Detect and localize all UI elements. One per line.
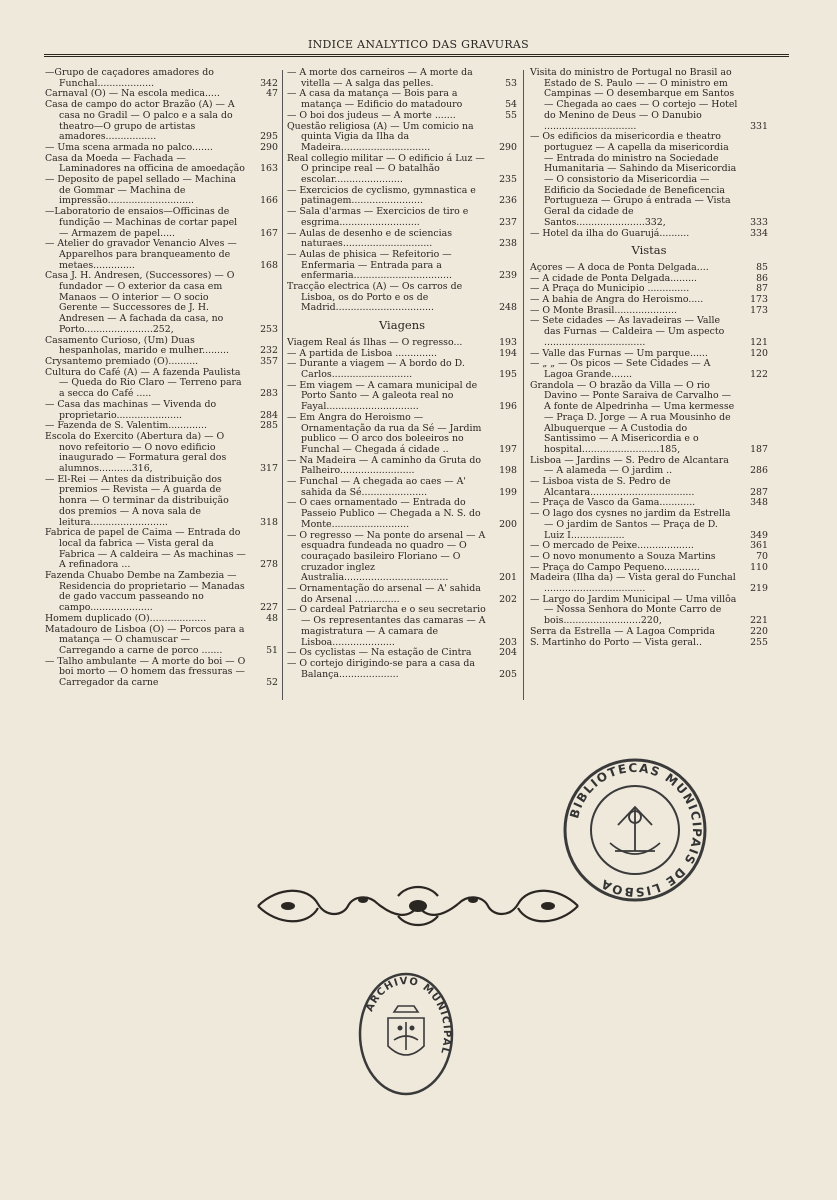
index-entry-text: Crysantemo premiado (O)..........	[45, 355, 199, 367]
index-entry-page: 348	[750, 497, 768, 509]
index-entry-text: Real collegio militar — O edificio á Luz — O principe real — O batalhão escolar.......................	[287, 152, 485, 186]
index-entry	[287, 207, 517, 228]
index-entry-text: Casa da Moeda — Fachada — Laminadores na officina de amoedação	[45, 152, 245, 175]
index-entry-text: — Os edificios da misericordia e theatro portuguez — A capella da misericordia — Entrada do ministro na Sociedade Humanitaria — Sahindo da Misericordia — O consistorio da Misericordia — Edificio da Sociedade de Beneficencia Portugueza — Grupo á entrada — Vista Geral da cidade de Santos.......................332,	[530, 131, 737, 228]
index-entry-text: — Talho ambulante — A morte do boi — O boi morto — O homem das fressuras — Carregador da carne	[45, 655, 246, 689]
index-entry-text: — A partida de Lisboa ..............	[287, 347, 438, 359]
index-entry	[287, 229, 517, 250]
index-entry	[45, 368, 278, 400]
index-entry-page: 334	[750, 227, 768, 239]
index-entry-page: 283	[260, 388, 278, 400]
index-entry	[530, 316, 768, 348]
index-entry-page: 87	[756, 283, 768, 295]
index-entry-page: 202	[499, 593, 517, 605]
index-entry	[530, 509, 768, 541]
index-entry-page: 342	[260, 77, 278, 89]
index-entry-text: — A casa da matança — Bois para a matança — Edificio do matadouro	[287, 88, 463, 111]
index-entry-page: 54	[505, 99, 517, 111]
index-entry-page: 173	[750, 294, 768, 306]
section-title: Vistas	[631, 243, 667, 258]
index-entry	[530, 229, 768, 240]
index-entry-page: 200	[499, 518, 517, 530]
index-entry-text: Homem duplicado (O)...................	[45, 612, 207, 624]
index-entry	[45, 528, 278, 571]
index-entry	[287, 250, 517, 282]
index-entry	[530, 638, 768, 649]
index-column-1	[45, 68, 278, 689]
index-entry-page: 86	[756, 272, 768, 284]
index-entry-text: —Laboratorio de ensaios—Officinas de fundição — Machinas de cortar papel — Armazem de papel.....	[45, 206, 238, 239]
index-entry	[45, 571, 278, 614]
index-entry-page: 318	[260, 516, 278, 528]
index-entry-text: — Durante a viagem — A bordo do D. Carlos...........................	[287, 358, 465, 380]
index-entry-text: Carnaval (O) — Na escola medica.....	[45, 88, 220, 100]
index-entry-text: — Deposito de papel sellado — Machina de Gommar — Machina de impressão.............................	[45, 174, 236, 207]
index-entry-page: 285	[260, 420, 278, 432]
index-entry-page: 349	[750, 529, 768, 541]
index-entry-text: S. Martinho do Porto — Vista geral..	[530, 636, 702, 648]
index-entry-page: 193	[499, 336, 517, 348]
index-entry	[287, 359, 517, 380]
index-entry-page: 317	[260, 463, 278, 475]
index-entry	[287, 68, 517, 89]
index-entry	[287, 605, 517, 648]
decorative-ornament	[248, 876, 588, 936]
index-entry-page: 287	[750, 486, 768, 498]
index-entry	[287, 282, 517, 314]
index-entry-page: 255	[750, 636, 768, 648]
index-entry-page: 290	[260, 141, 278, 153]
index-entry	[287, 186, 517, 207]
header-rule-double	[44, 56, 789, 57]
index-entry-text: — O mercado de Peixe...................	[530, 540, 694, 552]
index-entry-page: 110	[750, 561, 768, 573]
index-entry	[287, 381, 517, 413]
index-entry-text: — Exercicios de cyclismo, gymnastica e patinagem........................	[287, 184, 476, 207]
index-entry-page: 237	[499, 216, 517, 228]
index-entry	[45, 625, 278, 657]
index-entry-page: 227	[260, 602, 278, 614]
index-entry-page: 85	[756, 261, 768, 273]
index-entry	[45, 100, 278, 143]
index-entry-page: 221	[750, 615, 768, 627]
index-entry-text: — A bahia de Angra do Heroismo.....	[530, 294, 704, 306]
index-entry-page: 52	[266, 677, 278, 689]
index-entry-text: Escola do Exercito (Abertura da) — O novo refeitorio — O novo edificio inaugurado — Formatura geral dos alumnos...........316,	[45, 430, 227, 475]
index-entry-text: — O Monte Brasil.....................	[530, 304, 677, 316]
index-entry	[287, 659, 517, 680]
page-header: INDICE ANALYTICO DAS GRAVURAS	[307, 38, 529, 51]
index-entry	[45, 336, 278, 357]
index-entry	[287, 477, 517, 498]
index-entry	[45, 68, 278, 89]
index-entry-text: Cultura do Café (A) — A fazenda Paulista — Queda do Rio Claro — Terreno para a secca do Café .....	[45, 366, 242, 400]
index-entry	[530, 132, 768, 228]
index-entry-page: 122	[750, 368, 768, 380]
section-title: Viagens	[378, 318, 426, 333]
index-entry-page: 278	[260, 559, 278, 571]
index-entry	[45, 271, 278, 335]
index-entry-text: Fazenda Chuabo Dembe na Zambezia — Residencia do proprietario — Manadas de gado vaccum passeando no campo.....................	[45, 570, 245, 614]
index-entry-page: 290	[499, 141, 517, 153]
index-entry-page: 70	[756, 550, 768, 562]
index-entry-text: Fabrica de papel de Caima — Entrada do local da fabrica — Vista geral da Fabrica — A caldeira — As machinas — A refinadora ...	[45, 527, 246, 571]
index-entry-page: 361	[750, 540, 768, 552]
index-entry-page: 284	[260, 409, 278, 421]
index-entry-text: — O cortejo dirigindo-se para a casa da Balança....................	[287, 657, 475, 680]
index-entry-page: 253	[260, 323, 278, 335]
index-entry	[287, 89, 517, 110]
index-entry-text: Casamento Curioso, (Um) Duas hespanholas, marido e mulher.........	[45, 334, 229, 357]
index-entry-page: 187	[750, 443, 768, 455]
index-entry-text: Matadouro de Lisboa (O) — Porcos para a matança — O chamuscar — Carregando a carne de porco .......	[45, 623, 245, 656]
index-entry-page: 248	[499, 302, 517, 314]
index-entry-text: — O lago dos cysnes no jardim da Estrella — O jardim de Santos — Praça de D. Luiz I..................	[530, 508, 731, 541]
index-entry-text: Tracção electrica (A) — Os carros de Lisboa, os do Porto e os de Madrid.................................	[287, 281, 463, 314]
index-entry	[530, 573, 768, 594]
index-entry-page: 194	[499, 347, 517, 359]
index-entry-page: 195	[499, 368, 517, 380]
index-entry-page: 47	[266, 88, 278, 100]
index-entry	[45, 475, 278, 529]
index-entry	[45, 657, 278, 689]
index-entry-text: — Em Angra do Heroismo — Ornamentação da rua da Sé — Jardim publico — O arco dos boleeiros no Funchal — Chegada á cidade ..	[287, 411, 482, 455]
index-entry	[287, 413, 517, 456]
index-entry	[287, 584, 517, 605]
index-entry	[45, 239, 278, 271]
index-entry-page: 166	[260, 195, 278, 207]
index-entry-text: — Funchal — A chegada ao caes — A' sahida da Sé......................	[287, 476, 466, 498]
index-entry-text: — A Praça do Municipio ..............	[530, 283, 690, 295]
index-entry-text: — Em viagem — A camara municipal de Porto Santo — A galeota real no Fayal...............................	[287, 379, 478, 413]
index-entry-text: — Hotel da ilha do Guarujá..........	[530, 227, 690, 239]
index-entry-text: Viagem Real ás Ilhas — O regresso...	[287, 336, 463, 348]
index-entry-text: Açores — A doca de Ponta Delgada....	[530, 261, 709, 273]
index-entry	[530, 359, 768, 380]
index-entry-text: Madeira (Ilha da) — Vista geral do Funchal ..................................	[530, 572, 736, 595]
index-entry-text: — Sala d'armas — Exercicios de tiro e esgrima...........................	[287, 206, 469, 228]
column-divider	[282, 70, 283, 700]
index-entry-page: 55	[505, 109, 517, 121]
index-entry	[287, 456, 517, 477]
index-entry	[530, 477, 768, 498]
index-entry-page: 203	[499, 636, 517, 648]
index-entry-page: 163	[260, 163, 278, 175]
index-entry-page: 173	[750, 304, 768, 316]
index-entry	[530, 68, 768, 132]
index-entry-page: 198	[499, 465, 517, 477]
index-entry-page: 196	[499, 401, 517, 413]
index-entry-page: 199	[499, 486, 517, 498]
index-entry-text: — Lisboa vista de S. Pedro de Alcantara...................................	[530, 476, 695, 498]
index-entry-page: 197	[499, 443, 517, 455]
index-entry-page: 167	[260, 227, 278, 239]
index-entry-text: Visita do ministro de Portugal no Brasil ao Estado de S. Paulo — — O ministro em Campinas — O desembarque em Santos — Chegada ao caes — O cortejo — Hotel do Menino de Deus — O Danubio ...............................	[530, 67, 738, 132]
index-entry-page: 357	[260, 355, 278, 367]
index-entry-page: 220	[750, 625, 768, 637]
index-entry-page: 295	[260, 131, 278, 143]
index-entry-page: 236	[499, 195, 517, 207]
index-entry-text: — Praça do Campo Pequeno............	[530, 561, 700, 573]
index-entry-text: — A cidade de Ponta Delgada.........	[530, 272, 698, 284]
index-entry	[45, 154, 278, 175]
index-entry	[45, 175, 278, 207]
index-entry-text: — Atelier do gravador Venancio Alves — Apparelhos para branqueamento de metaes..............	[45, 238, 237, 271]
index-entry-text: —Grupo de caçadores amadores do Funchal...................	[45, 67, 214, 89]
index-entry-text: Serra da Estrella — A Lagoa Comprida	[530, 625, 716, 637]
index-entry	[530, 595, 768, 627]
index-entry	[287, 154, 517, 186]
index-entry-text: — Fazenda de S. Valentim.............	[45, 420, 207, 432]
index-column-2	[287, 68, 517, 680]
index-entry-text: — Praça de Vasco da Gama............	[530, 497, 696, 509]
index-entry	[530, 456, 768, 477]
index-entry-text: Questão religiosa (A) — Um comicio na quinta Vigia da Ilha da Madeira..............................	[287, 120, 474, 153]
library-stamp-ring-text: BIBLIOTECAS MUNICIPAIS DE LISBOA	[567, 760, 705, 900]
index-entry-page: 120	[750, 347, 768, 359]
index-entry	[45, 207, 278, 239]
index-entry-page: 239	[499, 270, 517, 282]
index-entry-page: 333	[750, 216, 768, 228]
index-entry-text: — Os cyclistas — Na estação de Cintra	[287, 647, 472, 659]
index-entry-page: 168	[260, 259, 278, 271]
index-entry-text: — Sete cidades — As lavadeiras — Valle das Furnas — Caldeira — Um aspecto ..................................	[530, 315, 725, 348]
index-entry	[530, 381, 768, 456]
index-entry-text: Grandola — O brazão da Villa — O rio Davino — Ponte Saraiva de Carvalho — A fonte de Alpedrinha — Uma kermesse — Praça D. Jorge — A rua Mousinho de Albuquerque — A Custodia do Santissimo — A Misericordia e o hospital..........................185,	[530, 379, 735, 455]
index-entry-text: — O caes ornamentado — Entrada do Passeio Publico — Chegada a N. S. do Monte..........................	[287, 497, 481, 530]
index-entry-page: 204	[499, 647, 517, 659]
index-entry-page: 219	[750, 583, 768, 595]
index-entry	[45, 432, 278, 475]
index-entry	[287, 122, 517, 154]
index-entry-page: 53	[505, 77, 517, 89]
index-entry-page: 331	[750, 120, 768, 132]
index-entry-text: — Aulas de phisica — Refeitorio — Enfermaria — Entrada para a enfermaria.................................	[287, 248, 452, 282]
index-entry-text: — A morte dos carneiros — A morte da vitella — A salga das pelles.	[287, 67, 473, 89]
index-entry-text: — Valle das Furnas — Um parque......	[530, 347, 708, 359]
index-entry-text: Casa J. H. Andresen, (Successores) — O fundador — O exterior da casa em Manaos — O interior — O socio Gerente — Successores de J. H. Andresen — A fachada da casa, no Porto.......................252,	[45, 270, 235, 335]
index-entry-text: — „ „ — Os picos — Sete Cidades — A Lagoa Grande.......	[530, 358, 711, 380]
index-entry-page: 48	[266, 612, 278, 624]
index-entry-page: 201	[499, 572, 517, 584]
index-entry-text: — Aulas de desenho e de sciencias naturaes..............................	[287, 227, 453, 250]
index-entry-page: 121	[750, 336, 768, 348]
index-column-3	[530, 68, 768, 648]
index-entry-page: 232	[260, 345, 278, 357]
archive-stamp-seal	[356, 970, 456, 1098]
index-entry-text: — O novo monumento a Souza Martins	[530, 550, 716, 562]
index-entry	[287, 531, 517, 585]
index-entry-text: — O cardeal Patriarcha e o seu secretario — Os representantes das camaras — A magistratura — A camara de Lisboa.....................	[287, 604, 486, 648]
index-entry	[287, 498, 517, 530]
column-divider	[523, 70, 524, 700]
index-entry-text: — Na Madeira — A caminho da Gruta do Palheiro.........................	[287, 454, 482, 477]
index-entry-page: 51	[266, 644, 278, 656]
index-entry-page: 286	[750, 465, 768, 477]
index-entry-text: — Uma scena armada no palco.......	[45, 141, 213, 153]
header-rule	[44, 54, 789, 55]
index-entry-text: — Casa das machinas — Vivenda do proprietario......................	[45, 398, 217, 421]
index-entry-page: 235	[499, 174, 517, 186]
index-entry-text: — O regresso — Na ponte do arsenal — A esquadra fundeada no quadro — O couraçado basileiro Floriano — O cruzador inglez Australia...................................	[287, 529, 486, 584]
index-entry-text: Lisboa — Jardins — S. Pedro de Alcantara — A alameda — O jardim ..	[530, 454, 729, 477]
index-entry-page: 238	[499, 238, 517, 250]
index-entry-text: — O boi dos judeus — A morte .......	[287, 109, 456, 121]
index-entry-text: — Ornamentação do arsenal — A' sahida do Arsenal ...............	[287, 583, 481, 605]
index-entry-text: — El-Rei — Antes da distribuição dos premios — Revista — A guarda de honra — O terminar da distribuição dos premios — A nova sala de leitura..........................	[45, 473, 229, 528]
index-entry	[45, 400, 278, 421]
archive-stamp-ring-text: ARCHIVO MUNICIPAL	[364, 975, 453, 1056]
index-entry-text: — Largo do Jardim Municipal — Uma villôa — Nossa Senhora do Monte Carro de bois..........................220,	[530, 593, 737, 627]
index-entry-text: Casa de campo do actor Brazão (A) — A casa no Gradil — O palco e a sala do theatro—O grupo de artistas amadores.................	[45, 99, 235, 143]
index-entry-page: 205	[499, 668, 517, 680]
